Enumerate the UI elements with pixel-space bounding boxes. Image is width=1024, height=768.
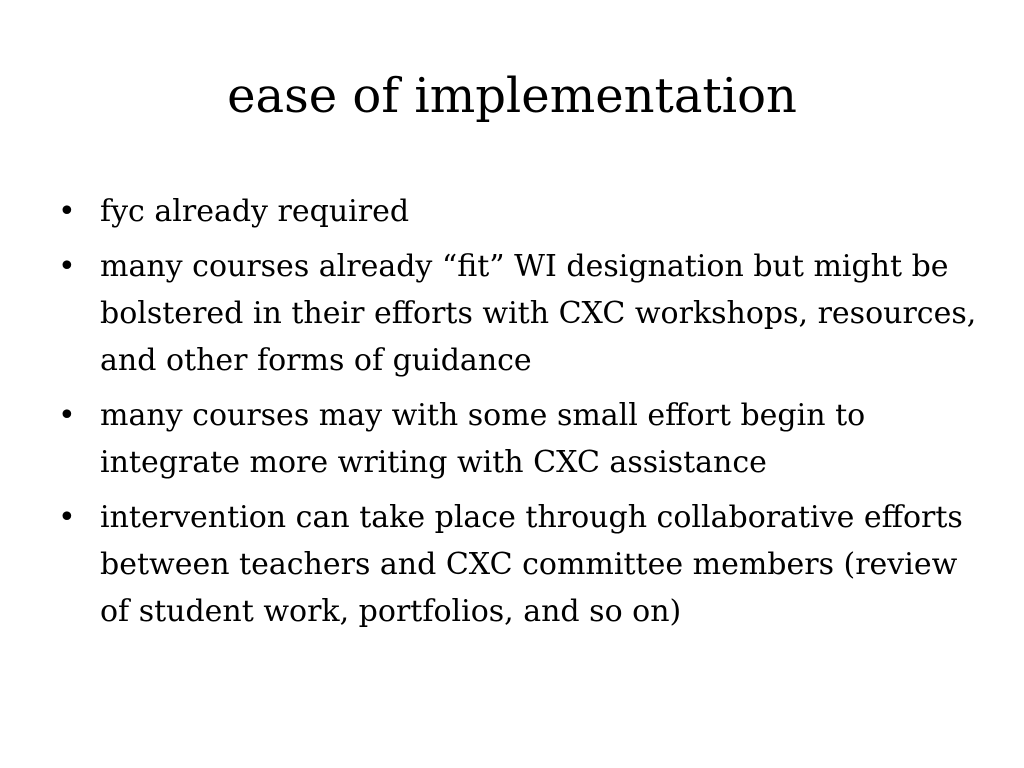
list-item (58, 188, 978, 235)
slide-title: ease of implementation (227, 68, 797, 124)
bullet-list (58, 188, 978, 643)
bullet-dot-icon: • (58, 500, 76, 535)
bullet-dot-icon: • (58, 398, 76, 433)
list-item (58, 243, 978, 384)
bullet-dot-icon: • (58, 249, 76, 284)
list-item (58, 392, 978, 486)
bullet-text: fyc already required (100, 194, 410, 229)
bullet-text: many courses already “fit” WI designation but might be bolstered in their efforts with CXC workshops, resources, and other forms of guidance (100, 249, 977, 378)
list-item (58, 494, 978, 635)
bullet-text: intervention can take place through collaborative efforts between teachers and CXC committee members (review of student work, portfolios, and so on) (100, 500, 963, 629)
bullet-dot-icon: • (58, 194, 76, 229)
bullet-text: many courses may with some small effort begin to integrate more writing with CXC assistance (100, 398, 866, 480)
